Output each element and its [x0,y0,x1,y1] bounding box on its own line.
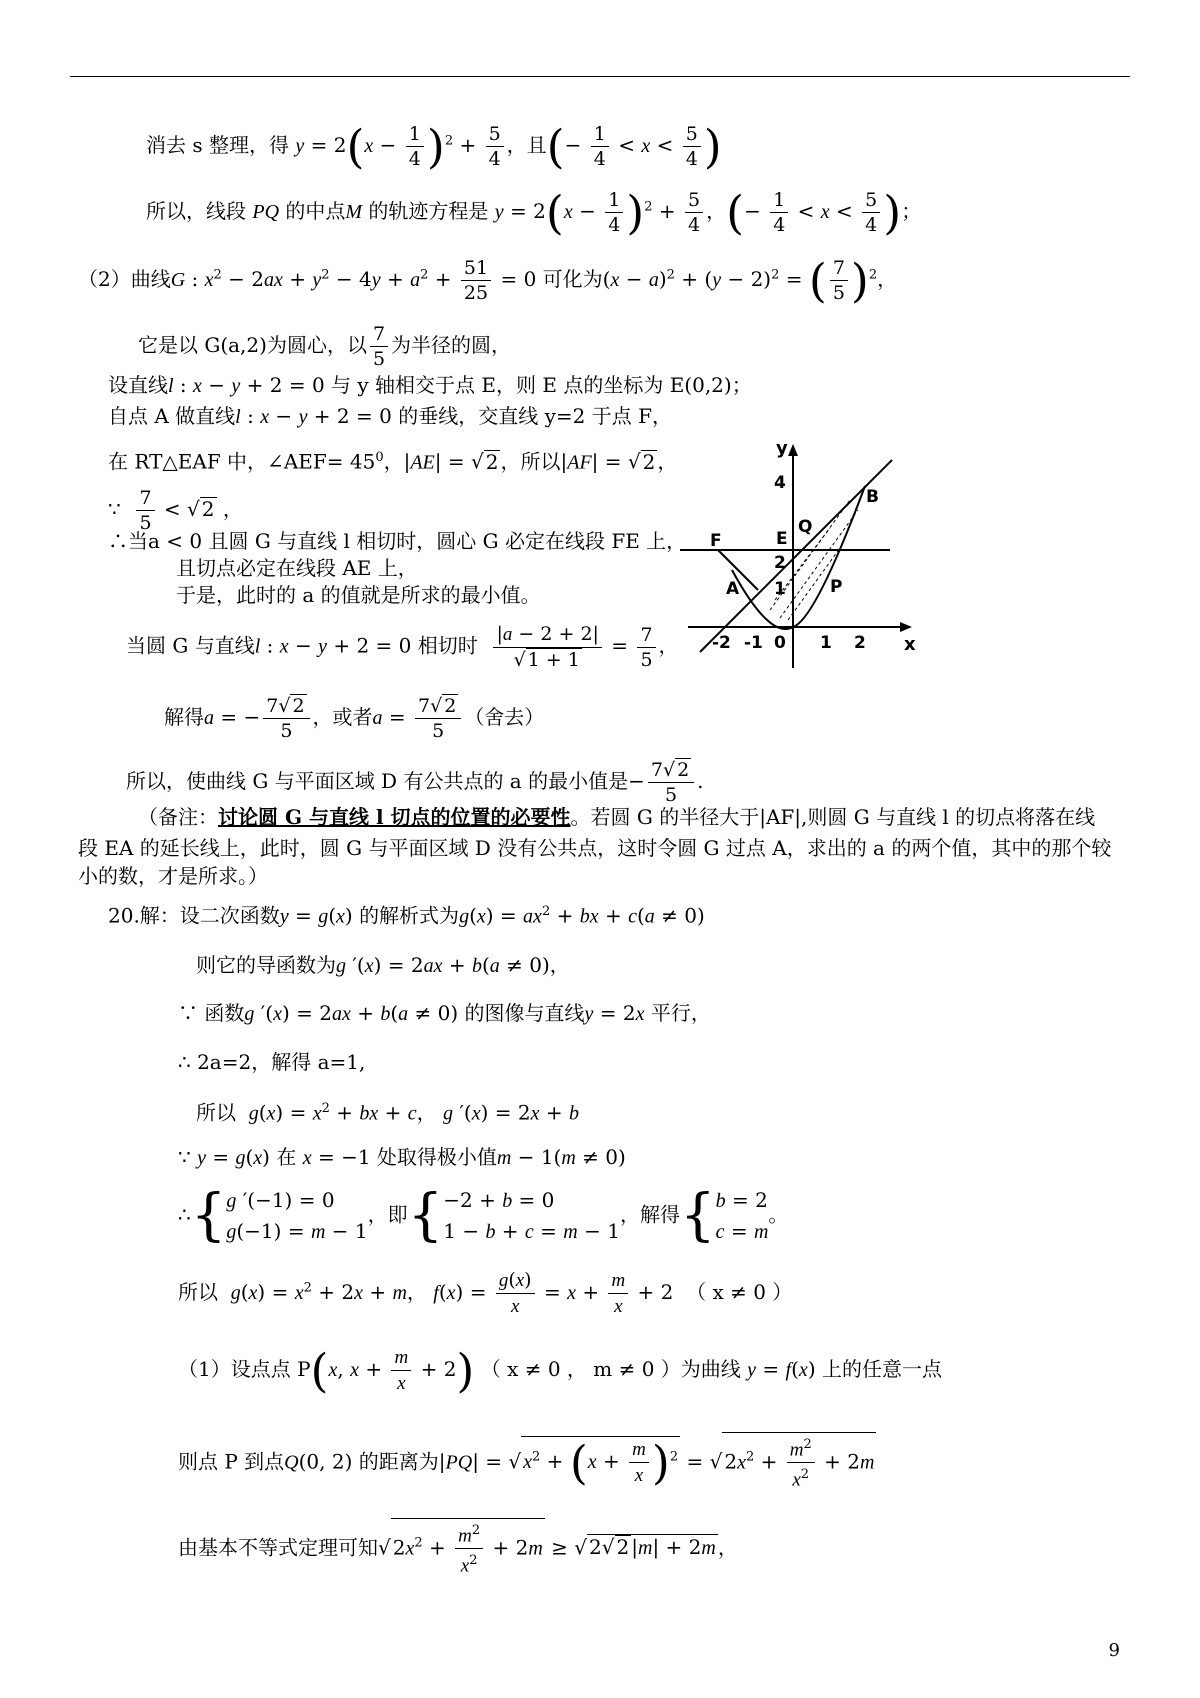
tick-y2: 2 [774,553,786,573]
d1-line: 则它的导函数为g ′(x) = 2ax + b(a ≠ 0)， [196,953,570,977]
line-14: 所以，使曲线 G 与平面区域 D 有公共点的 a 的最小值是− $\frac{7√ 2}{5}$ . [126,759,704,806]
label-x: x [904,634,916,655]
line-11: 于是，此时的 a 的值就是所求的最小值。 [176,583,541,607]
d3-line: ∴ 2a=2，解得 a=1, [178,1050,366,1074]
note-line-3: 小的数，才是所求。） [78,864,268,888]
line-13: 解得a = − $\frac{7√ 2}{5}$ ，或者a = $\frac{7√ 2}{5}$ （舍去） [164,695,545,742]
d4-line: 所以 $g(x) = x^2$ + bx + c， g ′(x) = 2x + b [196,1100,579,1125]
q1-line: （1）设点点 P(x, x + $\frac{m}{x}$ + 2) （ x ≠ 0 ， m ≠ 0 ）为曲线 y = f(x) 上的任意一点 [178,1343,942,1398]
line-10: 且切点必定在线段 AE 上， [176,556,418,580]
label-f: F [710,531,722,551]
q3-line: 由基本不等式定理可知√ $2x^2$ + $\frac{m^2}{x^2}$ + 2m ≥ √ 2√ 2 |m| + 2m ， [178,1518,738,1579]
y-axis-arrow-icon [788,444,798,456]
line-2: 所以，线段 PQ 的中点M 的轨迹方程是 y = 2(x − $\frac{1}{4}$ )$^2$ + $\frac{5}{4}$ ，(− $\frac{1}{4}$ < x < $\frac{5}{4}$ )； [146,185,922,240]
line-5: 设直线l : x − y + 2 = 0 与 y 轴相交于点 E，则 E 点的坐标为 E(0,2)； [108,373,752,397]
label-p: P [830,577,843,597]
tick-x-1: -1 [744,633,763,653]
d5-line: ∵ y = g(x) 在 x = −1 处取得极小值m − 1(m ≠ 0) [178,1145,626,1169]
tick-x2: 2 [854,633,866,653]
note-line-2: 段 EA 的延长线上，此时，圆 G 与平面区域 D 没有公共点，这时令圆 G 过点 A，求出的 a 的两个值，其中的那个较 [78,836,1112,860]
line-4: 它是以 G(a,2)为圆心，以 $\frac{7}{5}$ 为半径的圆， [138,323,512,370]
label-y: y [776,440,788,459]
d2-line: ∵ 函数g ′(x) = 2ax + b(a ≠ 0) 的图像与直线y = 2x 平行， [178,1001,711,1025]
line-1: 消去 s 整理，得 y = 2(x − $\frac{1}{4}$ )$^2$ + $\frac{5}{4}$ ，且(− $\frac{1}{4}$ < x < $\frac{5}{4}$ ) [146,119,722,174]
d6-line: ∴{ g ′(−1) = 0 g(−1) = m − 1 ，即{ −2 + b = 0 1 − b + c = m − 1 ，解得{ b = 2 c = m 。 [178,1183,789,1248]
note-line-1: （备注：讨论圆 G 与直线 l 切点的位置的必要性。若圆 G 的半径大于|AF|,则圆 G 与直线 l 的切点将落在线 [138,805,1096,829]
tick-0: 0 [774,633,786,653]
label-b: B [866,487,879,507]
header-rule [70,76,1130,77]
line-6: 自点 A 做直线l : x − y + 2 = 0 的垂线，交直线 y=2 于点 F， [108,404,672,428]
line-12: 当圆 G 与直线l : x − y + 2 = 0 相切时 $\frac{|a - 2 + 2|}{√ 1 + 1}$ = $\frac{7}{5}$ ， [126,623,679,671]
line-9: ∴当a < 0 且圆 G 与直线 l 相切时，圆心 G 必定在线段 FE 上， [108,529,687,553]
line-8: ∵ $\frac{7}{5}$ < √ 2 ， [108,487,243,534]
d7-line: 所以 $g(x) = x^2 + 2x + m$， f(x) = $\frac{g(x)}{x}$ = x + $\frac{m}{x}$ + 2 （ x ≠ 0 ） [178,1269,793,1317]
label-a: A [726,579,740,599]
label-q: Q [798,517,813,537]
tick-y4: 4 [774,473,786,493]
page-number: 9 [1108,1640,1120,1661]
line-7: 在 RT△EAF 中，∠AEF= $45^0$，|AE| = √ 2 ，所以|AF| = √ 2 ， [108,449,678,474]
tick-x1: 1 [820,633,832,653]
tick-y1: 1 [774,579,786,599]
line-3: （2）曲线G : $x^2 - 2ax + y^2 - 4y + a^2$ + $\frac{51}{25}$ = 0 可化为$(x - a)^2 + (y - 2)^2$ = ( $\frac{7}{5}$ )$^2$， [78,253,898,308]
label-e: E [776,529,788,549]
q2-line: 则点 P 到点Q(0, 2) 的距离为|PQ| = √ $x^2 + (x$ + $\frac{m}{x}$ )$^2$ = √ $2x^2$ + $\frac{m^2}{x^2}$ + 2m [178,1432,876,1493]
graph-figure [680,440,920,680]
x-axis-arrow-icon [900,622,912,632]
p20-line: 20.解：设二次函数y = g(x) 的解析式为$g(x) = ax^2$ + bx + c(a ≠ 0) [108,903,705,928]
tick-x-2: -2 [712,633,731,653]
